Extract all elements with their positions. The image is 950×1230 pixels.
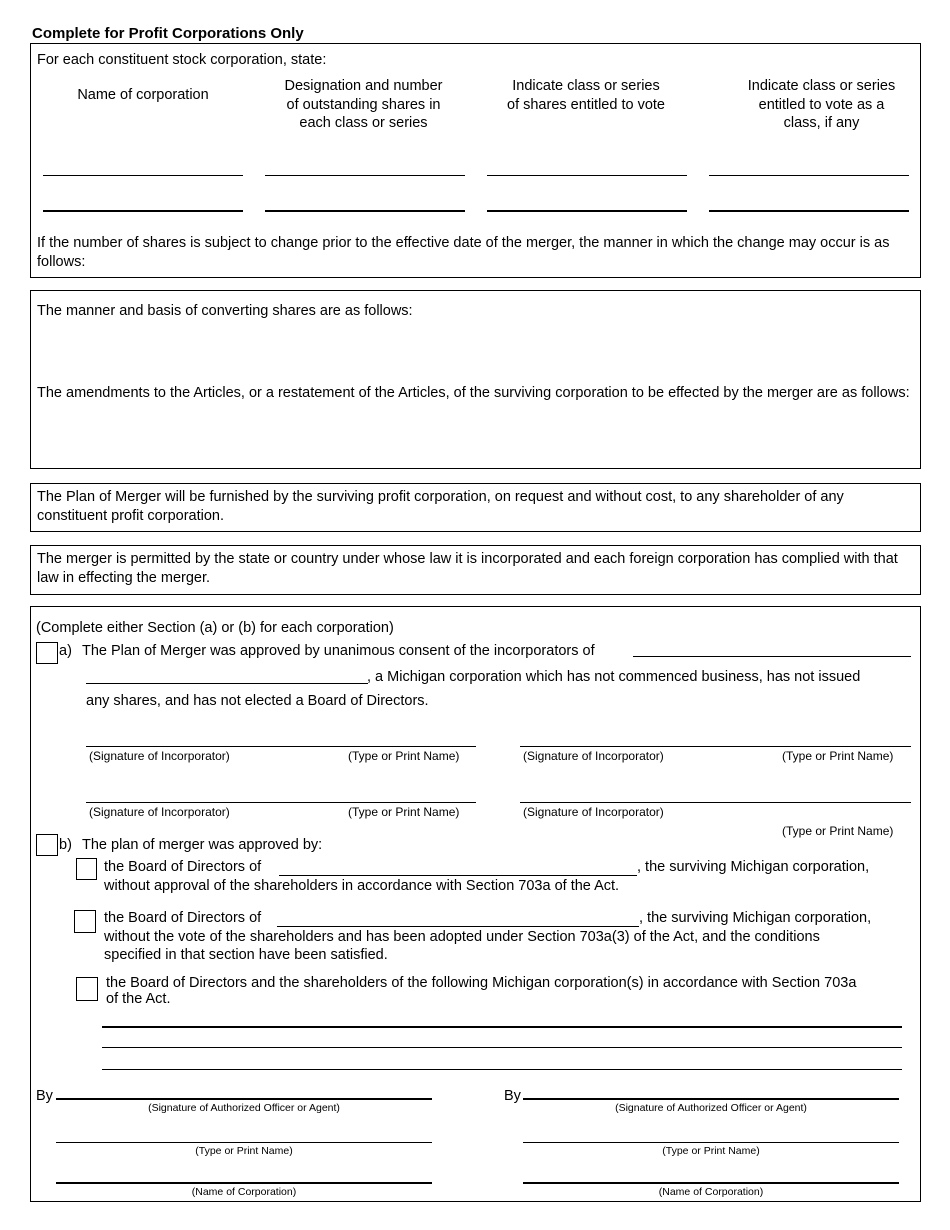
type-print-label-2: (Type or Print Name)	[782, 749, 894, 763]
option-2-corp-field[interactable]	[277, 926, 639, 927]
option-703a3-checkbox[interactable]	[74, 910, 96, 933]
conversion-manner-text: The manner and basis of converting shares are as follows:	[37, 303, 413, 319]
by-label-right: By	[504, 1088, 521, 1104]
type-print-label-4: (Type or Print Name)	[782, 824, 894, 838]
type-print-label-1: (Type or Print Name)	[348, 749, 460, 763]
section-title: Complete for Profit Corporations Only	[32, 25, 304, 42]
officer-name-label-right: (Type or Print Name)	[662, 1145, 760, 1157]
constituent-intro: For each constituent stock corporation, state:	[37, 52, 327, 68]
corp-name-label-right: (Name of Corporation)	[658, 1186, 764, 1198]
section-a-label: a)	[59, 643, 72, 659]
designation-field-1[interactable]	[265, 175, 465, 176]
approval-instruction: (Complete either Section (a) or (b) for each corporation)	[36, 620, 394, 636]
incorporator-signature-line-2[interactable]	[520, 746, 911, 747]
section-a-text-2: , a Michigan corporation which has not commenced business, has not issued	[367, 669, 861, 685]
col-header-designation: Designation and number of outstanding shares in each class or series	[284, 78, 443, 131]
class-vote-as-class-field-1[interactable]	[709, 175, 909, 176]
name-field-2[interactable]	[43, 210, 243, 212]
class-vote-field-2[interactable]	[487, 210, 687, 212]
option-board-and-shareholders-checkbox[interactable]	[76, 977, 98, 1001]
foreign-text: The merger is permitted by the state or country under whose law it is incorporated and each foreign corporation has complied with that law in effecting the merger.	[37, 551, 898, 586]
by-label-left: By	[36, 1088, 53, 1104]
michigan-corp-name-field[interactable]	[86, 683, 368, 684]
section-a-checkbox[interactable]	[36, 642, 58, 664]
corp-name-line-left[interactable]	[56, 1182, 432, 1184]
approval-box	[30, 606, 921, 1202]
type-print-label-3: (Type or Print Name)	[348, 805, 460, 819]
officer-name-line-right[interactable]	[523, 1142, 899, 1143]
option-1-pre-text: the Board of Directors of	[104, 859, 262, 875]
share-change-text: If the number of shares is subject to change prior to the effective date of the merger, the manner in which the change may occur is as follows:	[37, 235, 890, 270]
plan-furnished-box	[30, 483, 921, 532]
option-board-no-shareholders-checkbox[interactable]	[76, 858, 97, 880]
option-2-line-2: without the vote of the shareholders and has been adopted under Section 703a(3) of the Act, and the conditions	[104, 929, 820, 945]
corp-name-line-right[interactable]	[523, 1182, 899, 1184]
corp-name-label-left: (Name of Corporation)	[191, 1186, 297, 1198]
col-header-class-vote: Indicate class or series of shares entitled to vote	[507, 78, 665, 113]
class-vote-as-class-field-2[interactable]	[709, 210, 909, 212]
option-3-line-2: of the Act.	[106, 991, 171, 1007]
option-2-post-text: , the surviving Michigan corporation,	[639, 910, 872, 926]
sig-incorporator-label-4: (Signature of Incorporator)	[523, 805, 664, 819]
plan-furnished-text: The Plan of Merger will be furnished by the surviving profit corporation, on request and without cost, to any shareholder of any constituent profit corporation.	[37, 489, 844, 524]
amendments-text: The amendments to the Articles, or a restatement of the Articles, of the surviving corporation to be effected by the merger are as follows:	[37, 385, 910, 401]
option-3-line-1: the Board of Directors and the shareholders of the following Michigan corporation(s) in accordance with Section 703a	[106, 975, 857, 991]
option-2-line-3: specified in that section have been satisfied.	[104, 947, 388, 963]
officer-name-label-left: (Type or Print Name)	[195, 1145, 293, 1157]
designation-field-2[interactable]	[265, 210, 465, 212]
michigan-corps-field-3[interactable]	[102, 1069, 902, 1070]
officer-signature-label-right: (Signature of Authorized Officer or Agent)	[615, 1102, 807, 1114]
option-1-corp-field[interactable]	[279, 875, 637, 876]
michigan-corps-field-2[interactable]	[102, 1047, 902, 1048]
officer-signature-line-left[interactable]	[56, 1098, 432, 1100]
section-b-text: The plan of merger was approved by:	[82, 837, 323, 853]
incorporator-signature-line-1[interactable]	[86, 746, 476, 747]
officer-name-line-left[interactable]	[56, 1142, 432, 1143]
sig-incorporator-label-3: (Signature of Incorporator)	[89, 805, 230, 819]
officer-signature-label-left: (Signature of Authorized Officer or Agent)	[148, 1102, 340, 1114]
option-1-post-text: , the surviving Michigan corporation,	[637, 859, 870, 875]
name-field-1[interactable]	[43, 175, 243, 176]
col-header-name: Name of corporation	[77, 87, 209, 103]
col-header-class-vote-as-class: Indicate class or series entitled to vote as a class, if any	[747, 78, 896, 131]
sig-incorporator-label-2: (Signature of Incorporator)	[523, 749, 664, 763]
option-2-pre-text: the Board of Directors of	[104, 910, 262, 926]
michigan-corps-field-1[interactable]	[102, 1026, 902, 1028]
incorporators-corp-field[interactable]	[633, 656, 911, 657]
option-1-line-2: without approval of the shareholders in accordance with Section 703a of the Act.	[104, 878, 620, 894]
incorporator-signature-line-3[interactable]	[86, 802, 476, 803]
officer-signature-line-right[interactable]	[523, 1098, 899, 1100]
section-b-checkbox[interactable]	[36, 834, 58, 856]
constituent-box	[30, 43, 921, 278]
incorporator-signature-line-4[interactable]	[520, 802, 911, 803]
section-a-text-3: any shares, and has not elected a Board of Directors.	[86, 693, 429, 709]
section-a-text: The Plan of Merger was approved by unanimous consent of the incorporators of	[82, 643, 595, 659]
foreign-box	[30, 545, 921, 595]
sig-incorporator-label-1: (Signature of Incorporator)	[89, 749, 230, 763]
class-vote-field-1[interactable]	[487, 175, 687, 176]
conversion-box	[30, 290, 921, 469]
section-b-label: b)	[59, 837, 72, 853]
